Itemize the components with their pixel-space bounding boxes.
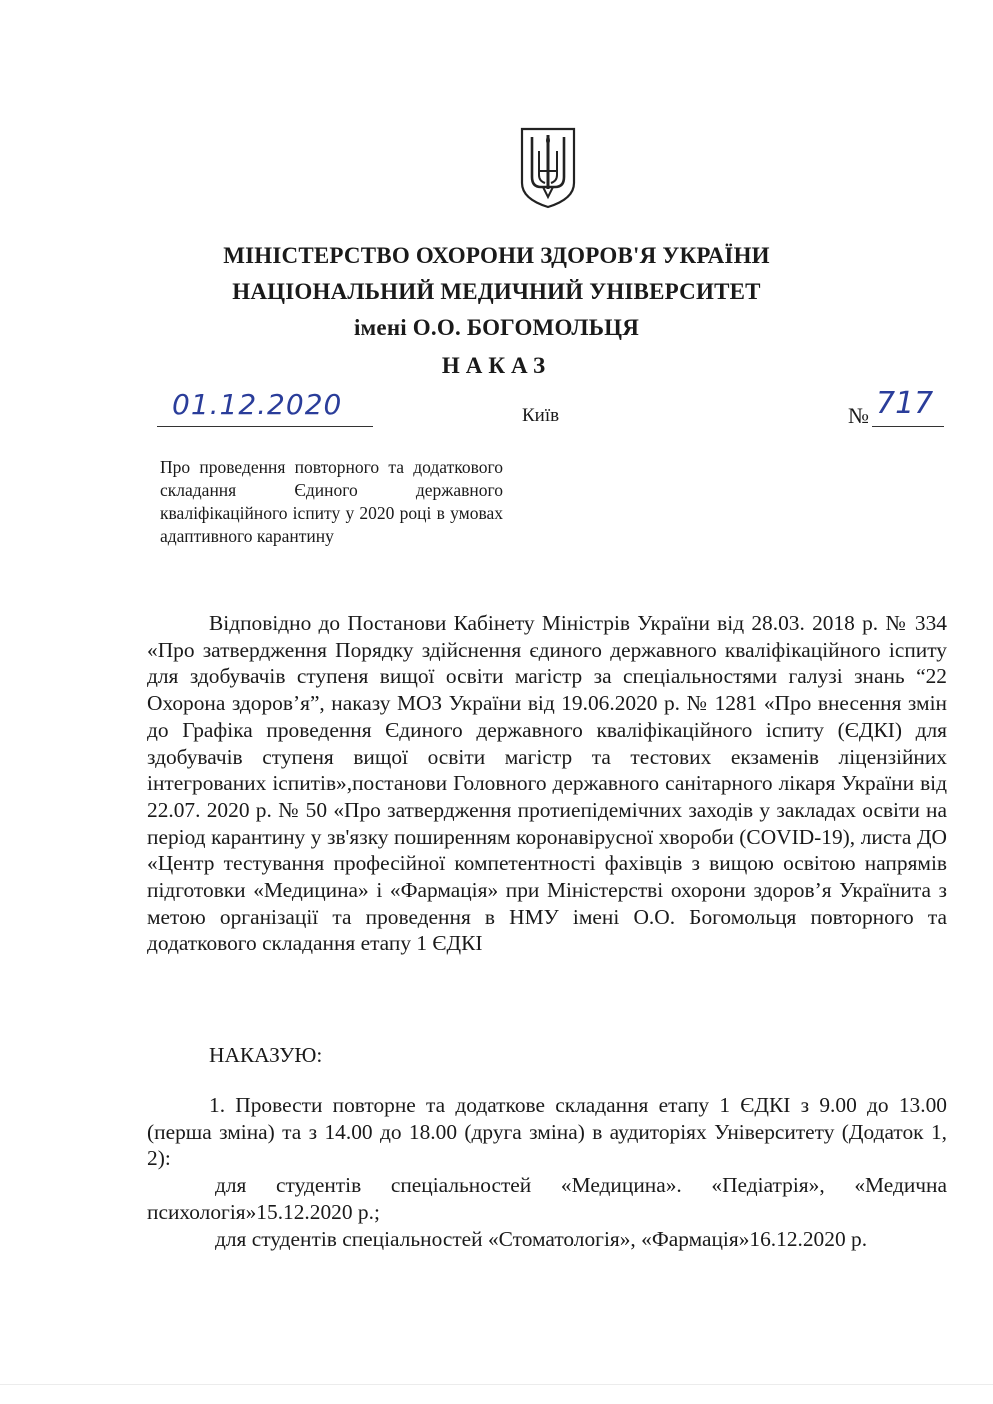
preamble-section [147, 610, 947, 957]
order-item-1 [147, 1092, 947, 1252]
order-subject: Про проведення повторного та додаткового складання Єдиного державного кваліфікаційного іспиту у 2020 році в умовах адаптивного карантину [160, 457, 503, 546]
document-type: НАКАЗ [441, 353, 552, 378]
item-1-text: 1. Провести повторне та додаткове складання етапу 1 ЄДКІ з 9.00 до 13.00 (перша зміна) та з 14.00 до 18.00 (друга зміна) в аудиторіях Університету (Додаток 1, 2): [147, 1093, 947, 1171]
university-title: НАЦІОНАЛЬНИЙ МЕДИЧНИЙ УНІВЕРСИТЕТ [232, 279, 761, 304]
number-label: № [848, 403, 869, 428]
ministry-title: МІНІСТЕРСТВО ОХОРОНИ ЗДОРОВ'Я УКРАЇНИ [223, 243, 770, 268]
handwritten-date: 01.12.2020 [172, 388, 343, 421]
number-underline [872, 426, 944, 427]
item-1-subitem-2: для студентів спеціальностей «Стоматологія», «Фармація»16.12.2020 р. [215, 1226, 868, 1251]
city: Київ [522, 405, 560, 426]
university-name: імені О.О. БОГОМОЛЬЦЯ [353, 315, 640, 340]
date-underline [157, 426, 373, 427]
page-edge-line [0, 1384, 993, 1385]
trident-coat-of-arms-icon [519, 125, 577, 210]
preamble-paragraph: Відповідно до Постанови Кабінету Міністрів України від 28.03. 2018 р. № 334 «Про затвердження Порядку здійснення єдиного державного кваліфікаційного іспиту для здобувачів ступеня вищої освіти магістр за спеціальностями галузі знань “22 Охорона здоров’я”, наказу МОЗ України від 19.06.2020 р. № 1281 «Про внесення змін до Графіка проведення Єдиного державного кваліфікаційного іспиту (ЄДКІ) для здобувачів ступеня вищої освіти магістр та тестових екзаменів ліцензійних інтегрованих іспитів»,постанови Головного державного санітарного лікаря України від 22.07. 2020 р. № 50 «Про затвердження протиепідемічних заходів у закладах освіти на період карантину у зв'язку поширенням коронавірусної хвороби (COVID-19), листа ДО «Центр тестування професійної компетентності фахівців з вищою освітою напрямів підготовки «Медицина» і «Фармація» при Міністерстві охорони здоров’я Українита з метою організації та проведення в НМУ імені О.О. Богомольця повторного та додаткового складання етапу 1 ЄДКІ [147, 611, 947, 956]
order-word-section [147, 1042, 947, 1069]
item-1-subitem-1: для студентів спеціальностей «Медицина». «Педіатрія», «Медична психологія»15.12.2020 р.; [147, 1173, 947, 1224]
handwritten-order-number: 717 [876, 386, 934, 421]
order-word: НАКАЗУЮ: [209, 1043, 323, 1067]
